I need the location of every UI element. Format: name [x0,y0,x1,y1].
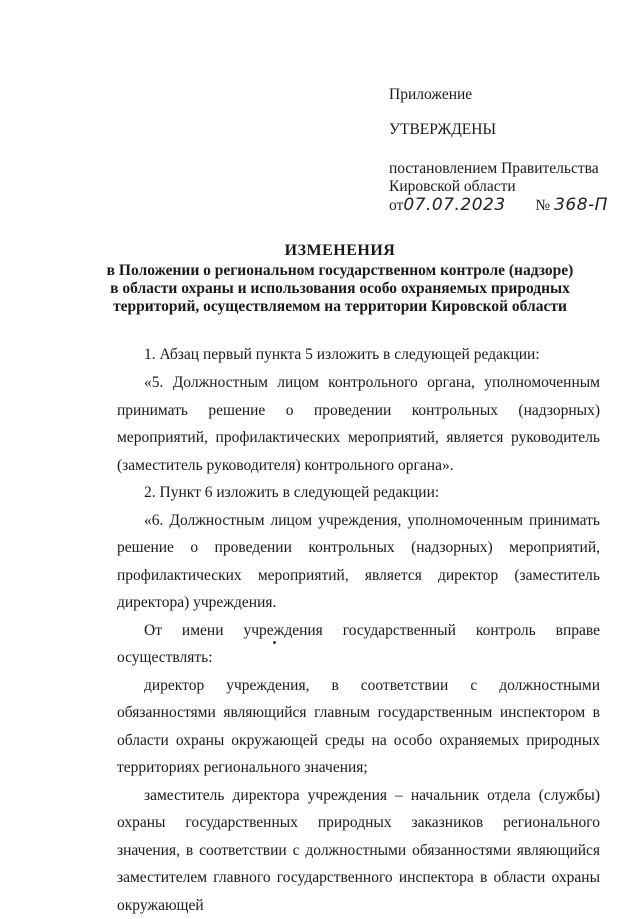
paragraph-4: «6. Должностным лицом учреждения, уполномоченным принимать решение о проведении контрольных (надзорных) мероприятий, профилактических мероприятий, является директор (заместитель директора) учреждения. [117,507,600,617]
decree-line-2: Кировской области [389,178,629,196]
title-main: ИЗМЕНЕНИЯ [90,242,590,260]
appendix-label: Приложение [389,86,629,104]
paragraph-3: 2. Пункт 6 изложить в следующей редакции: [117,479,600,507]
paragraph-6: директор учреждения, в соответствии с должностными обязанностями являющийся главным государственным инспектором в области охраны окружающей среды на особо охраняемых природных территориях регионального значения; [117,672,600,782]
paragraph-7: заместитель директора учреждения – начальник отдела (службы) охраны государственных природных заказников регионального значения, в соответствии с должностными обязанностями являющийся заместителем главного государственного инспектора в области охраны окружающей [117,782,600,919]
decree-line-1: постановлением Правительства [389,160,629,178]
handwritten-number: 368-П [554,195,608,215]
paragraph-5: От имени учреждения государственный контроль вправе осуществлять: [117,617,600,672]
handwritten-date: 07.07.2023 [403,195,505,215]
approval-stamp [389,86,629,215]
paragraph-1: 1. Абзац первый пункта 5 изложить в следующей редакции: [144,341,600,369]
from-prefix: от [389,197,403,214]
document-body [117,341,600,369]
document-body-main [117,369,600,919]
scan-speck [273,641,276,644]
approved-label: УТВЕРЖДЕНЫ [389,121,629,139]
title-line-1: в Положении о региональном государственном контроле (надзоре) [90,262,590,280]
decree-date-number [389,196,629,215]
document-title [90,242,590,316]
title-line-3: территорий, осуществляемом на территории Кировской области [90,298,590,316]
paragraph-2: «5. Должностным лицом контрольного органа, уполномоченным принимать решение о проведении контрольных (надзорных) мероприятий, профилактических мероприятий, является руководитель (заместитель руководителя) контрольного органа». [117,369,600,479]
number-prefix: № [535,197,550,214]
title-line-2: в области охраны и использования особо охраняемых природных [90,280,590,298]
